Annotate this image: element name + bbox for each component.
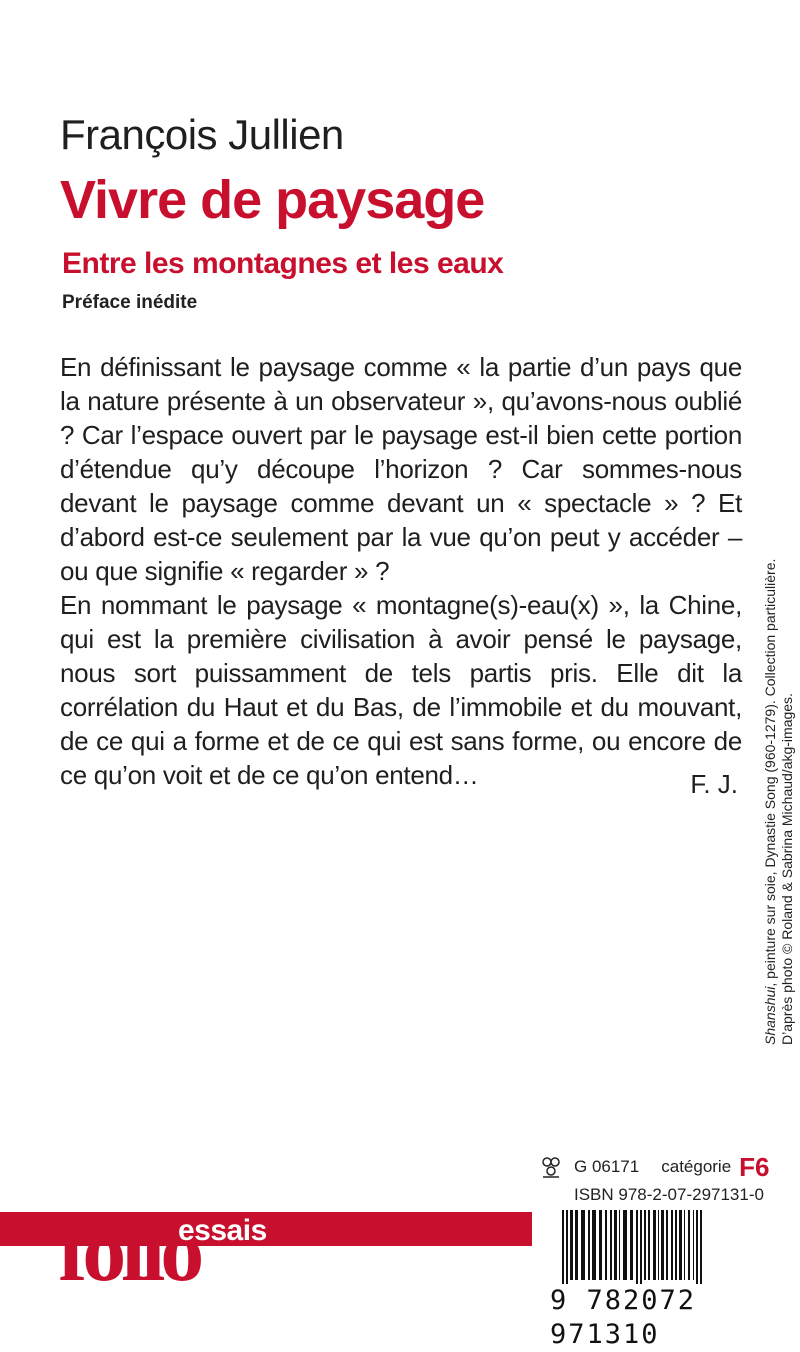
barcode-bar: [693, 1210, 694, 1280]
barcode-bar: [619, 1210, 620, 1280]
barcode-bar: [614, 1210, 617, 1280]
barcode-bar: [658, 1210, 659, 1280]
barcode-bar: [623, 1210, 627, 1280]
author-signature: F. J.: [690, 769, 738, 799]
barcode-bar: [640, 1210, 642, 1284]
barcode-bar: [679, 1210, 682, 1280]
credit-line: D’après photo © Roland & Sabrina Michaud/akg-images.: [779, 693, 795, 1045]
barcode-bar: [666, 1210, 668, 1280]
credit-line: [762, 559, 779, 1045]
barcode-bars: [560, 1210, 782, 1284]
book-subtitle: Entre les montagnes et les eaux: [62, 247, 504, 280]
barcode-bar: [636, 1210, 638, 1284]
image-credit: [762, 559, 796, 1045]
barcode-bar: [700, 1210, 702, 1284]
barcode-bar: [581, 1210, 585, 1280]
barcode-bar: [570, 1210, 573, 1280]
barcode-bar: [605, 1210, 607, 1280]
credit-work-details: , peinture sur soie, Dynastie Song (960-1279). Collection particulière.: [762, 558, 778, 987]
barcode-bar: [610, 1210, 612, 1280]
essais-label: essais: [178, 1214, 267, 1247]
barcode-bar: [592, 1210, 596, 1280]
barcode-bar: [675, 1210, 677, 1280]
barcode-bar: [671, 1210, 673, 1280]
barcode-bar: [661, 1210, 664, 1280]
blurb-paragraph: En définissant le paysage comme « la partie d’un pays que la nature présente à un observateur », qu’avons-nous oublié ? Car l’espace ouvert par le paysage est-il bien cette portion d’étendue qu’y découpe l’horizon ? Car sommes-nous devant le paysage comme devant un « spectacle » ? Et d’abord est-ce seulement par la vue qu’on peut y accéder – ou que signifie « regarder » ?: [60, 352, 742, 586]
preface-note: Préface inédite: [62, 292, 198, 313]
barcode-bar: [644, 1210, 646, 1280]
gallimard-logo-icon: [540, 1156, 562, 1178]
folio-essais-logo: [58, 1203, 267, 1318]
isbn-barcode: [548, 1208, 792, 1350]
barcode-bar: [653, 1210, 656, 1280]
author-name: François Jullien: [60, 111, 344, 158]
barcode-bar: [575, 1210, 578, 1280]
barcode-bar: [688, 1210, 690, 1280]
barcode-bar: [684, 1210, 685, 1280]
blurb-paragraph: En nommant le paysage « montagne(s)-eau(x) », la Chine, qui est la première civilisation à avoir pensé le paysage, nous sort puissamment de tels partis pris. Elle dit la corrélation du Haut et du Bas, de l’immobile et du mouvant, de ce qui a forme et de ce qui est sans forme, ou encore de ce qu’on voit et de ce qu’on entend…: [60, 590, 742, 790]
barcode-bar: [562, 1210, 564, 1284]
barcode-bar: [599, 1210, 602, 1280]
barcode-bar: [648, 1210, 650, 1280]
credit-work-title: Shanshui: [762, 986, 778, 1045]
barcode-bar: [630, 1210, 633, 1280]
barcode-digits: 9 782072 971310: [550, 1285, 697, 1350]
barcode-bar: [696, 1210, 698, 1284]
category-value: F6: [739, 1152, 770, 1182]
barcode-bar: [566, 1210, 568, 1284]
g-code: G 06171: [574, 1157, 640, 1176]
book-title: Vivre de paysage: [60, 170, 485, 230]
folio-wordmark: folio: [58, 1203, 200, 1300]
category-label: catégorie: [661, 1157, 732, 1176]
publisher-codes: [540, 1152, 770, 1208]
back-cover-blurb: [60, 350, 742, 792]
isbn: ISBN 978-2-07-297131-0: [574, 1185, 764, 1204]
barcode-bar: [588, 1210, 590, 1280]
